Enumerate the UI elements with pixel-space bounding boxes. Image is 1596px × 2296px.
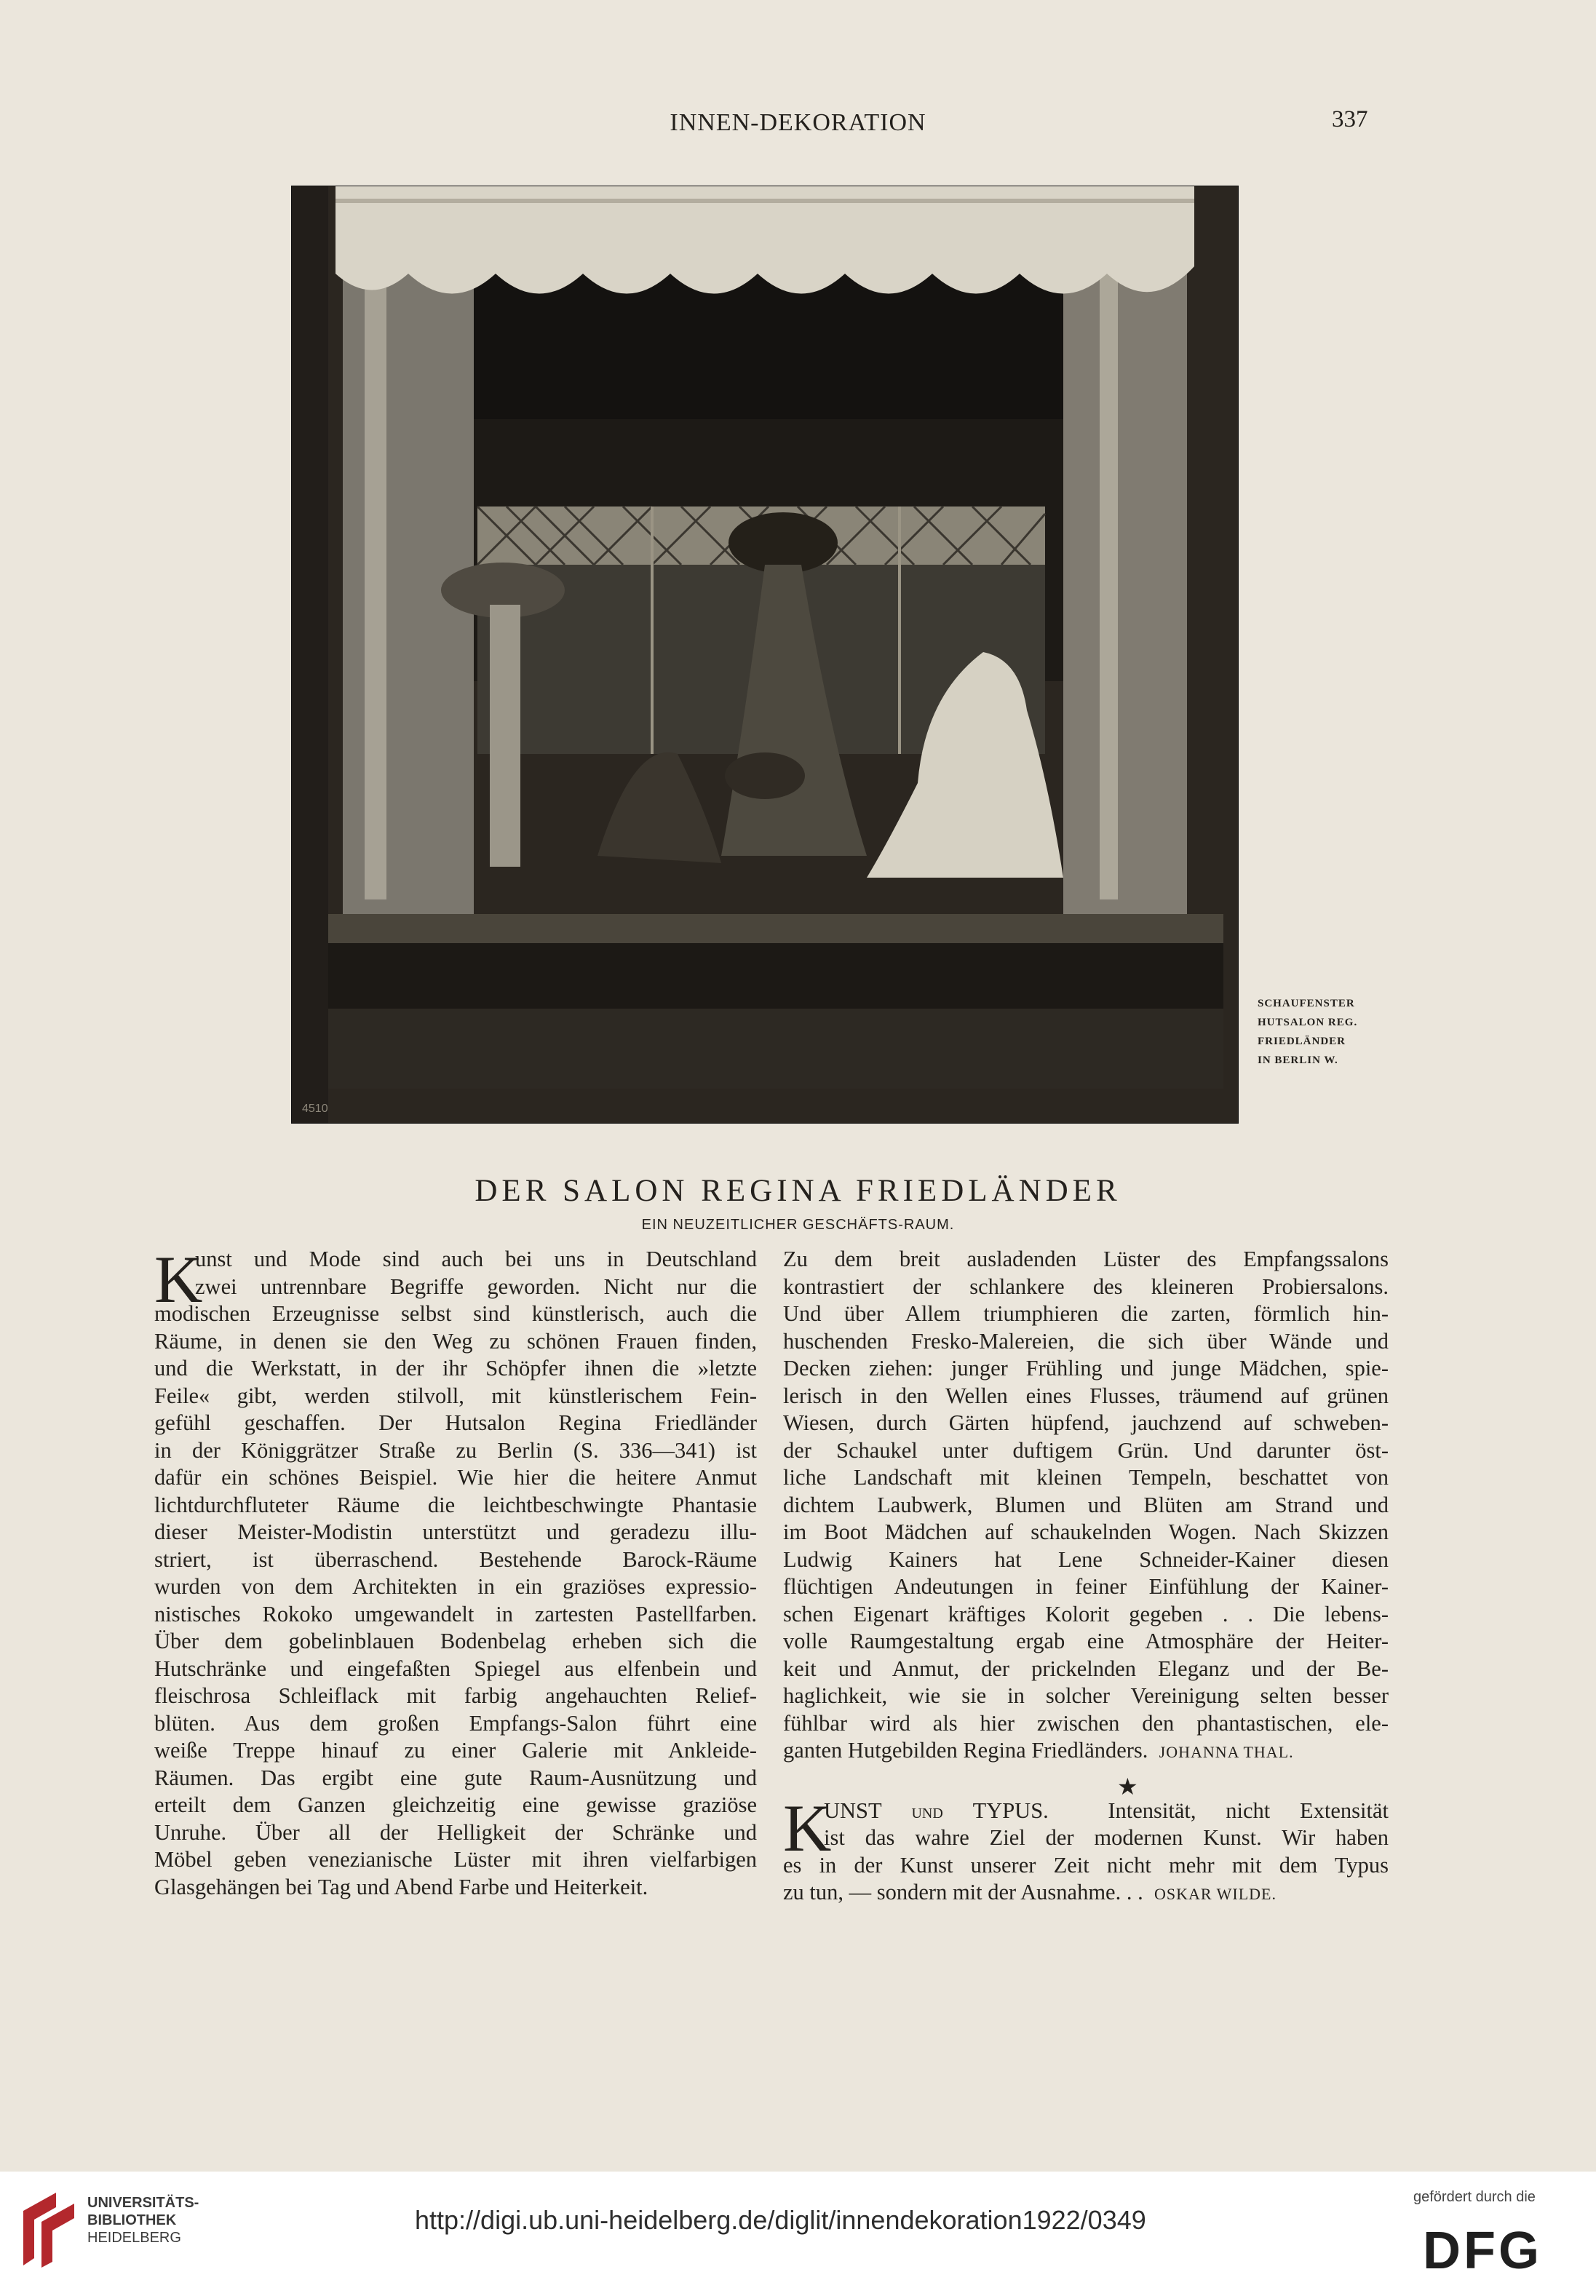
text-line: liche Landschaft mit kleinen Tempeln, beschattet von: [783, 1465, 1389, 1490]
library-line: HEIDELBERG: [87, 2230, 181, 2246]
quote-typus: TYPUS.: [972, 1798, 1049, 1823]
quote-line-with-author: [783, 1879, 1389, 1907]
dfg-logo[interactable]: DFG: [1423, 2222, 1542, 2280]
text-line: zwei untrennbare Begriffe geworden. Nicht nur die: [195, 1274, 757, 1299]
text-line: huschenden Fresko-Malereien, die sich über Wände und: [783, 1328, 1389, 1354]
text-line: fühlbar wird als hier zwischen den phantastischen, ele-: [783, 1710, 1389, 1736]
article-subtitle: EIN NEUZEITLICHER GESCHÄFTS-RAUM.: [641, 1217, 955, 1233]
text-line: flüchtigen Andeutungen in feiner Einfühlung der Kainer-: [783, 1574, 1389, 1599]
text-line: ganten Hutgebilden Regina Friedländers.: [783, 1738, 1148, 1763]
library-line: BIBLIOTHEK: [87, 2212, 177, 2228]
text-line: Wiesen, durch Gärten hüpfend, jauchzend auf schweben-: [783, 1410, 1389, 1435]
photo-signature: 4510: [302, 1103, 328, 1115]
dropcap-k-quote: K: [783, 1790, 832, 1865]
text-line: der Schaukel unter duftigem Grün. Und darunter öst-: [783, 1437, 1389, 1463]
article-title: DER SALON REGINA FRIEDLÄNDER: [475, 1174, 1121, 1208]
text-line: Feile« gibt, werden stilvoll, mit künstlerischem Fein-: [154, 1383, 757, 1408]
text-line: weiße Treppe hinauf zu einer Galerie mit Ankleide-: [154, 1738, 757, 1763]
article-right-column: [783, 1246, 1389, 1907]
quote-line: [783, 1798, 1389, 1825]
text-line: kontrastiert der schlankere des kleineren Probiersalons.: [783, 1274, 1389, 1299]
text-line: wurden von dem Architekten in ein graziöses expressio-: [154, 1574, 757, 1599]
quote-line: zu tun, — sondern mit der Ausnahme. . .: [783, 1880, 1143, 1904]
separator-star: ★: [1117, 1773, 1138, 1800]
text-line: in der Königgrätzer Straße zu Berlin (S. 336—341) ist: [154, 1437, 757, 1463]
text-line: dafür ein schönes Beispiel. Wie hier die heitere Anmut: [154, 1465, 757, 1490]
text-line: fleischrosa Schleiflack mit farbig angehauchten Relief-: [154, 1683, 757, 1708]
funding-text: gefördert durch die: [1413, 2189, 1536, 2205]
text-line: unst und Mode sind auch bei uns in Deutschland: [195, 1247, 757, 1271]
text-line: gefühl geschaffen. Der Hutsalon Regina Friedländer: [154, 1410, 757, 1435]
text-line: Und über Allem triumphieren die zarten, förmlich hin-: [783, 1301, 1389, 1326]
text-line: erteilt dem Ganzen gleichzeitig eine gewisse graziöse: [154, 1792, 757, 1817]
quote-line1-rest: Intensität, nicht Extensität: [1108, 1798, 1389, 1823]
caption-line: IN BERLIN W.: [1258, 1054, 1338, 1066]
shop-window-photo: [291, 186, 1239, 1124]
caption-line: HUTSALON REG.: [1258, 1017, 1358, 1028]
dropcap-k: K: [154, 1242, 203, 1316]
text-line: Hutschränke und eingefaßten Spiegel aus elfenbein und: [154, 1656, 757, 1681]
text-line: im Boot Mädchen auf schaukelnden Wogen. Nach Skizzen: [783, 1520, 1389, 1544]
text-line: Decken ziehen: junger Frühling und junge Mädchen, spie-: [783, 1356, 1389, 1381]
photo-caption: [1258, 994, 1447, 1070]
text-line: lichtdurchfluteter Räume die leichtbeschwingte Phantasie: [154, 1492, 757, 1517]
text-line: Räume, in denen sie den Weg zu schönen Frauen finden,: [154, 1328, 757, 1354]
text-line: blüten. Aus dem großen Empfangs-Salon führt eine: [154, 1710, 757, 1736]
text-line: dichtem Laubwerk, Blumen und Blüten am Strand und: [783, 1492, 1389, 1517]
article-author: JOHANNA THAL.: [1159, 1743, 1294, 1761]
text-line: keit und Anmut, der prickelnden Eleganz und der Be-: [783, 1656, 1389, 1681]
text-line: lerisch in den Wellen eines Flusses, träumend auf grünen: [783, 1383, 1389, 1408]
library-name: [87, 2194, 199, 2247]
text-line: haglichkeit, wie sie in solcher Vereinigung selten besser: [783, 1683, 1389, 1708]
caption-line: SCHAUFENSTER: [1258, 998, 1355, 1009]
text-line: striert, ist überraschend. Bestehende Barock-Räume: [154, 1546, 757, 1572]
text-line: nistisches Rokoko umgewandelt in zartesten Pastellfarben.: [154, 1601, 757, 1626]
text-line: dieser Meister-Modistin unterstützt und geradezu illu-: [154, 1520, 757, 1544]
quote-lead: UNST: [824, 1798, 882, 1823]
text-line: Ludwig Kainers hat Lene Schneider-Kainer diesen: [783, 1546, 1389, 1572]
text-line: Glasgehängen bei Tag und Abend Farbe und Heiterkeit.: [154, 1874, 648, 1899]
text-line: Über dem gobelinblauen Bodenbelag erheben sich die: [154, 1629, 757, 1653]
text-line: Räumen. Das ergibt eine gute Raum-Ausnützung und: [154, 1765, 757, 1790]
running-head: INNEN-DEKORATION: [670, 109, 926, 136]
text-line: volle Raumgestaltung ergab eine Atmosphäre der Heiter-: [783, 1629, 1389, 1653]
quote-und: UND: [911, 1805, 943, 1822]
source-url-link[interactable]: http://digi.ub.uni-heidelberg.de/diglit/innendekoration1922/0349: [415, 2205, 1146, 2235]
text-line: Zu dem breit ausladenden Lüster des Empfangssalons: [783, 1247, 1389, 1271]
text-line-with-author: [783, 1737, 1389, 1765]
text-line: und die Werkstatt, in der ihr Schöpfer ihnen die »letzte: [154, 1356, 757, 1381]
caption-line: FRIEDLÄNDER: [1258, 1036, 1346, 1047]
quote-block: [783, 1790, 1389, 1907]
text-line: modischen Erzeugnisse selbst sind künstlerisch, auch die: [154, 1301, 757, 1326]
text-line: Unruhe. Über all der Helligkeit der Schränke und: [154, 1819, 757, 1845]
quote-author: OSKAR WILDE.: [1154, 1885, 1277, 1903]
quote-line: ist das wahre Ziel der modernen Kunst. Wir haben: [824, 1825, 1389, 1850]
article-left-column: [154, 1242, 757, 1901]
text-line: schen Eigenart kräftiges Kolorit gegeben . . Die lebens-: [783, 1601, 1389, 1626]
library-line: UNIVERSITÄTS-: [87, 2195, 199, 2211]
text-line: Möbel geben venezianische Lüster mit ihren vielfarbigen: [154, 1847, 757, 1872]
university-library-logo[interactable]: [16, 2189, 82, 2269]
quote-line: es in der Kunst unserer Zeit nicht mehr mit dem Typus: [783, 1852, 1389, 1878]
page-number: 337: [1332, 106, 1368, 132]
